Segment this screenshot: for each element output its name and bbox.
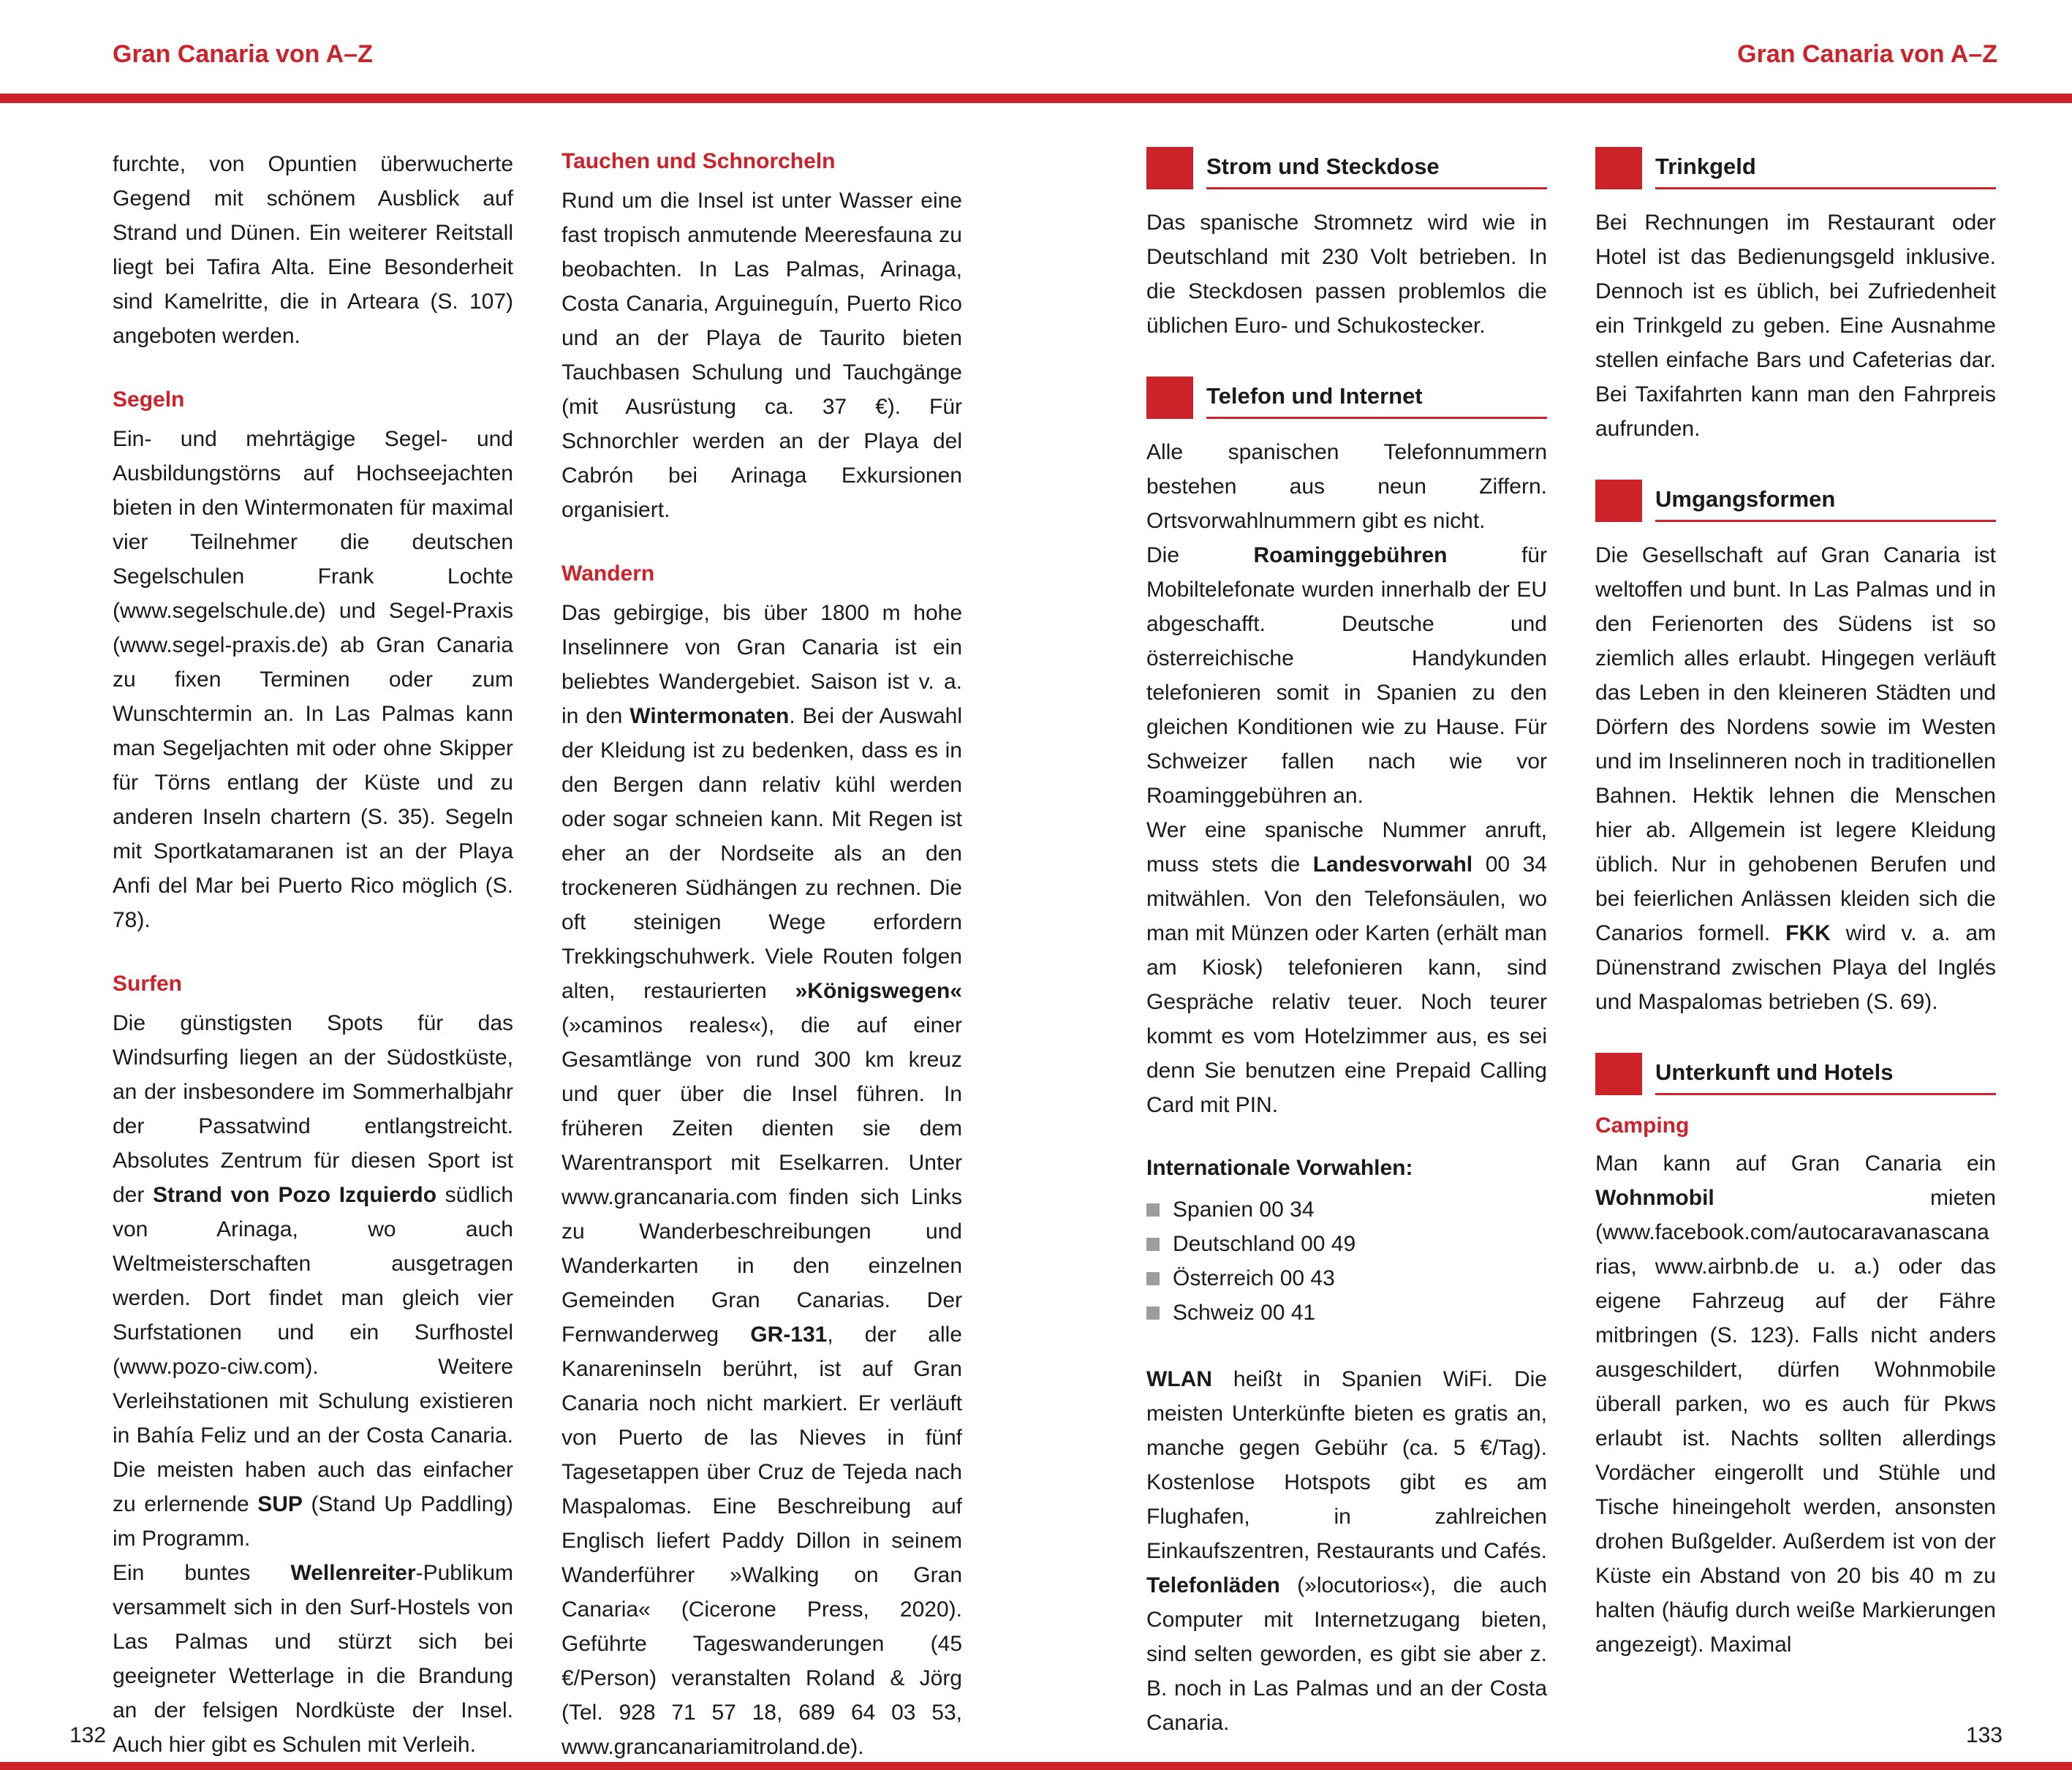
red-square-icon xyxy=(1146,377,1193,419)
list-item xyxy=(1146,1192,1547,1227)
dial-codes-list xyxy=(1146,1192,1547,1330)
square-bullet-icon xyxy=(1146,1203,1160,1217)
section-heading-unterkunft xyxy=(1595,1053,1996,1095)
red-square-icon xyxy=(1595,147,1642,189)
section-heading-strom xyxy=(1146,147,1547,189)
list-item xyxy=(1146,1296,1547,1330)
red-square-icon xyxy=(1595,480,1642,522)
section-heading-label: Unterkunft und Hotels xyxy=(1655,1059,1996,1095)
list-item-text: Österreich 00 43 xyxy=(1173,1266,1335,1290)
paragraph-trinkgeld: Bei Rechnungen im Restaurant oder Hotel ist das Bedienungsgeld inklusive. Dennoch ist es üblich, bei Zufriedenheit ein Trinkgeld zu geben. Eine Ausnahme stellen einfache Bars und Cafeterias dar. Bei Taxifahrten kann man den Fahrpreis aufrunden. xyxy=(1595,211,1996,441)
page-left xyxy=(0,147,1036,1764)
paragraph-surfen-2: Ein buntes Wellenreiter-Publikum versammelt sich in den Surf-Hostels von Las Palmas und stürzt sich bei geeigneter Wetterlage in die Brandung an der felsigen Nordküste der Insel. Auch hier gibt es Schulen mit Verleih. xyxy=(113,1561,513,1757)
page-number-left: 132 xyxy=(69,1723,107,1747)
column-2 xyxy=(562,147,962,1764)
list-item-text: Deutschland 00 49 xyxy=(1173,1232,1356,1256)
column-4 xyxy=(1595,147,1996,1764)
paragraph-surfen-1: Die günstigsten Spots für das Windsurfing liegen an der Südostküste, an der insbesondere im Sommerhalbjahr der Passatwind entlangstreicht. Absolutes Zentrum für diesen Sport ist der Strand von Pozo Izquierdo südlich von Arinaga, wo auch Weltmeisterschaften ausgetragen werden. Dort findet man gleich vier Surfstationen und ein Surfhostel (www.pozo-ciw.com). Weitere Verleihstationen mit Schulung existieren in Bahía Feliz und an der Costa Canaria. Die meisten haben auch das einfacher zu erlernende SUP (Stand Up Paddling) im Programm. xyxy=(113,1011,514,1551)
red-square-icon xyxy=(1595,1053,1642,1095)
column-3 xyxy=(1146,147,1547,1764)
paragraph-camping: Man kann auf Gran Canaria ein Wohnmobil mieten (www.facebook.com/autocaravanascanarias, www.airbnb.de u. a.) oder das eigene Fahrzeug auf der Fähre mitbringen (S. 123). Falls nicht anders ausgeschildert, dürfen Wohnmobile überall parken, wo es auch für Pkws erlaubt ist. Nachts sollten allerdings Vordächer eingerollt und Stühle und Tische hineingeholt werden, ansonsten drohen Bußgelder. Außerdem ist von der Küste ein Abstand von 20 bis 40 m zu halten (häufig durch weiße Markierungen angezeigt). Maximal xyxy=(1595,1151,1996,1657)
dial-codes-heading: Internationale Vorwahlen: xyxy=(1146,1156,1413,1180)
list-item-text: Spanien 00 34 xyxy=(1173,1198,1315,1222)
section-heading-telefon xyxy=(1146,377,1547,419)
paragraph-intro-continued: furchte, von Opuntien überwucherte Gegend mit schönem Ausblick auf Strand und Dünen. Ein weiterer Reitstall liegt bei Tafira Alta. Eine Besonderheit sind Kamelritte, die in Arteara (S. 107) angeboten werden. xyxy=(113,152,513,348)
paragraph-segeln: Ein- und mehrtägige Segel- und Ausbildungstörns auf Hochseejachten bieten in den Wintermonaten für maximal vier Teilnehmer die deutschen Segelschulen Frank Lochte (www.segelschule.de) und Segel-Praxis (www.segel-praxis.de) ab Gran Canaria zu fixen Terminen oder zum Wunschtermin an. In Las Palmas kann man Segeljachten mit oder ohne Skipper für Törns entlang der Küste und zu anderen Inseln chartern (S. 35). Segeln mit Sportkatamaranen ist an der Playa Anfi del Mar bei Puerto Rico möglich (S. 78). xyxy=(113,427,513,932)
column-1 xyxy=(113,147,513,1764)
list-item xyxy=(1146,1261,1547,1296)
paragraph-wlan: WLAN heißt in Spanien WiFi. Die meisten Unterkünfte bieten es gratis an, manche gegen Gebühr (ca. 5 €/Tag). Kostenlose Hotspots gibt es am Flughafen, in zahlreichen Einkaufszentren, Restaurants und Cafés. Telefonläden (»locutorios«), die auch Computer mit Internetzugang bieten, sind selten geworden, es gibt sie aber z. B. noch in Las Palmas und an der Costa Canaria. xyxy=(1146,1367,1547,1735)
content-columns xyxy=(0,103,2072,1764)
footer-rule xyxy=(0,1762,2072,1770)
section-heading-wandern: Wandern xyxy=(562,561,655,586)
running-head-left: Gran Canaria von A–Z xyxy=(113,40,373,68)
section-heading-tauchen: Tauchen und Schnorcheln xyxy=(562,149,836,173)
square-bullet-icon xyxy=(1146,1306,1160,1320)
header-rule xyxy=(0,94,2072,103)
section-heading-label: Strom und Steckdose xyxy=(1206,153,1547,189)
page-right xyxy=(1036,147,2072,1764)
section-heading-segeln: Segeln xyxy=(113,387,185,412)
paragraph-tauchen: Rund um die Insel ist unter Wasser eine fast tropisch anmutende Meeresfauna zu beobachten. In Las Palmas, Arinaga, Costa Canaria, Arguineguín, Puerto Rico und an der Playa de Taurito bieten Tauchbasen Schulung und Tauchgänge (mit Ausrüstung ca. 37 €). Für Schnorchler werden an der Playa del Cabrón bei Arinaga Exkursionen organisiert. xyxy=(562,189,962,522)
section-heading-label: Trinkgeld xyxy=(1655,153,1996,189)
running-head-right: Gran Canaria von A–Z xyxy=(1737,40,1997,68)
page-number-right: 133 xyxy=(1965,1723,2003,1747)
section-heading-label: Umgangsformen xyxy=(1655,485,1996,522)
subsection-heading-camping: Camping xyxy=(1595,1113,1690,1138)
paragraph-telefon-3: Wer eine spanische Nummer anruft, muss stets die Landesvorwahl 00 34 mitwählen. Von den Telefonsäulen, wo man mit Münzen oder Karten (erhält man am Kiosk) telefonieren kann, sind Gespräche relativ teuer. Noch teurer kommt es vom Hotelzimmer aus, es sei denn Sie benutzen eine Prepaid Calling Card mit PIN. xyxy=(1146,818,1547,1117)
section-heading-surfen: Surfen xyxy=(113,972,183,996)
list-item-text: Schweiz 00 41 xyxy=(1173,1301,1316,1325)
section-heading-label: Telefon und Internet xyxy=(1206,382,1547,419)
paragraph-umgangsformen: Die Gesellschaft auf Gran Canaria ist weltoffen und bunt. In Las Palmas und in den Ferienorten des Südens ist so ziemlich alles erlaubt. Hingegen verläuft das Leben in den kleineren Städten und Dörfern des Nordens sowie im Westen und im Inselinneren noch in traditionellen Bahnen. Hektik lehnen die Menschen hier ab. Allgemein ist legere Kleidung üblich. Nur in gehobenen Berufen und bei feierlichen Anlässen kleiden sich die Canarios formell. FKK wird v. a. am Dünenstrand zwischen Playa del Inglés und Maspalomas betrieben (S. 69). xyxy=(1595,543,1997,1014)
red-square-icon xyxy=(1146,147,1193,189)
paragraph-telefon-1: Alle spanischen Telefonnummern bestehen aus neun Ziffern. Ortsvorwahlnummern gibt es nicht. xyxy=(1146,440,1547,533)
paragraph-telefon-2: Die Roaminggebühren für Mobiltelefonate wurden innerhalb der EU abgeschafft. Deutsche und österreichische Handykunden telefonieren somit in Spanien zu den gleichen Konditionen wie zu Hause. Für Schweizer fallen nach wie vor Roaminggebühren an. xyxy=(1146,543,1547,808)
paragraph-strom: Das spanische Stromnetz wird wie in Deutschland mit 230 Volt betrieben. In die Steckdosen passen problemlos die üblichen Euro- und Schukostecker. xyxy=(1146,211,1547,338)
section-heading-umgangsformen xyxy=(1595,480,1996,522)
section-heading-trinkgeld xyxy=(1595,147,1996,189)
list-item xyxy=(1146,1227,1547,1261)
square-bullet-icon xyxy=(1146,1272,1160,1285)
page-header xyxy=(0,0,2072,69)
square-bullet-icon xyxy=(1146,1238,1160,1251)
paragraph-wandern: Das gebirgige, bis über 1800 m hohe Inselinnere von Gran Canaria ist ein beliebtes Wandergebiet. Saison ist v. a. in den Wintermonaten. Bei der Auswahl der Kleidung ist zu bedenken, dass es in den Bergen dann relativ kühl werden oder sogar schneien kann. Mit Regen ist eher an der Nordseite als an den trockeneren Südhängen zu rechnen. Die oft steinigen Wege erfordern Trekkingschuhwerk. Viele Routen folgen alten, restaurierten »Königswegen« (»caminos reales«), die auf einer Gesamtlänge von rund 300 km kreuz und quer über die Insel führen. In früheren Zeiten dienten sie dem Warentransport mit Eselkarren. Unter www.grancanaria.com finden sich Links zu Wanderbeschreibungen und Wanderkarten in den einzelnen Gemeinden Gran Canarias. Der Fernwanderweg GR-131, der alle Kanareninseln berührt, ist auf Gran Canaria noch nicht markiert. Er verläuft von Puerto de las Nieves in fünf Tagesetappen über Cruz de Tejeda nach Maspalomas. Eine Beschreibung auf Englisch liefert Paddy Dillon in seinem Wanderführer »Walking on Gran Canaria« (Cicerone Press, 2020). Geführte Tageswanderungen (45 €/Person) veranstalten Roland & Jörg (Tel. 928 71 57 18, 689 64 03 53, www.grancanariamitroland.de). xyxy=(562,601,962,1759)
